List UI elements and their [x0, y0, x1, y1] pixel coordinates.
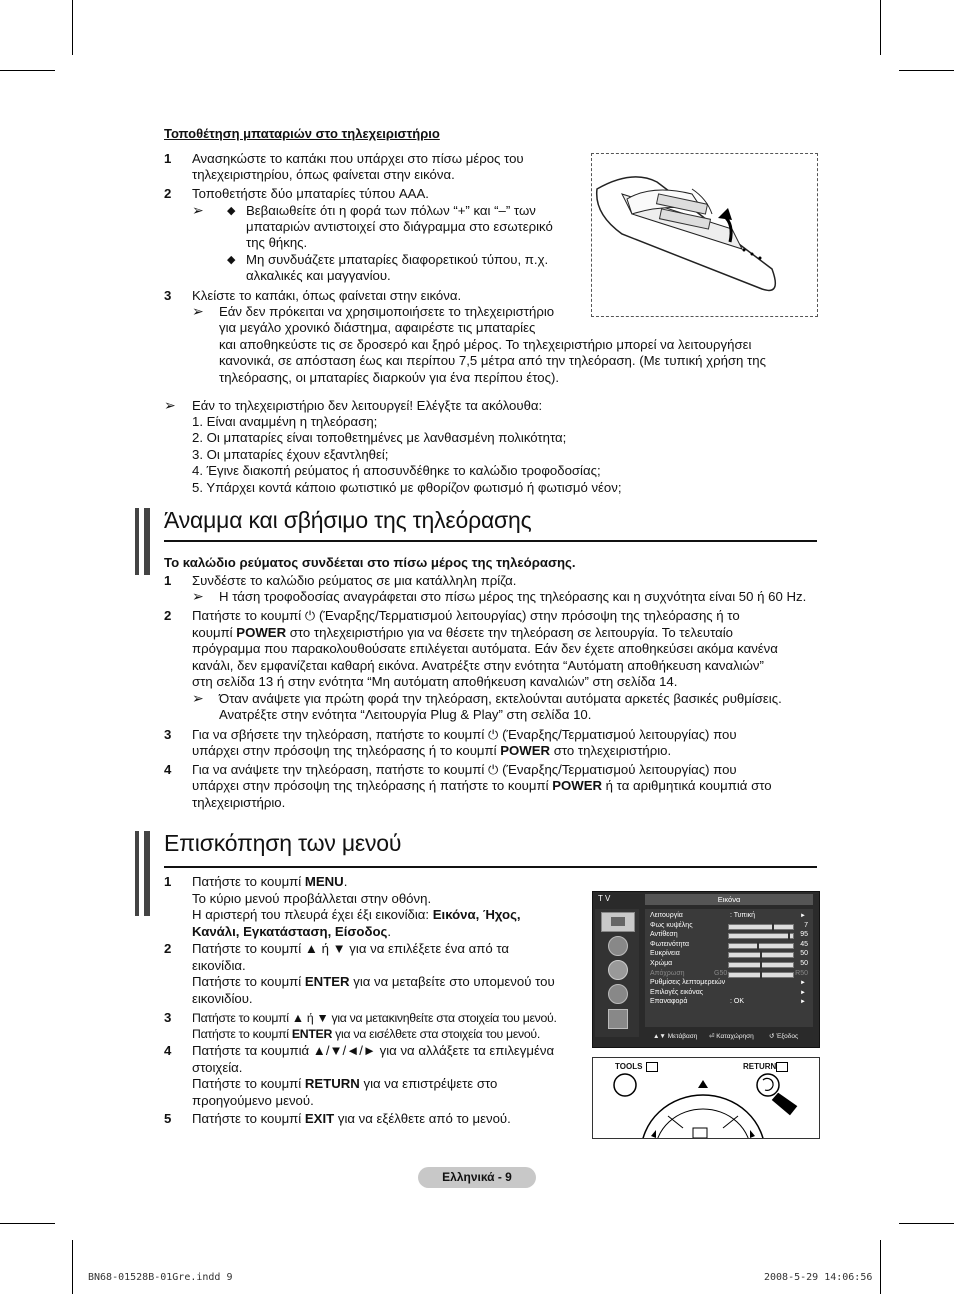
- step-text: στοιχεία.: [192, 1060, 243, 1075]
- step-text: Κανάλι, Εγκατάσταση, Είσοδος.: [192, 924, 392, 939]
- step-text: Πατήστε το κουμπί ENTER για να εισέλθετε στα στοιχεία του μενού.: [192, 1027, 540, 1041]
- bullet-text: Βεβαιωθείτε ότι η φορά των πόλων “+” και “–” των: [246, 203, 536, 218]
- bullet-text: της θήκης.: [246, 235, 308, 250]
- step-text: Η αριστερή του πλευρά έχει έξι εικονίδια: Εικόνα, Ήχος,: [192, 907, 521, 922]
- troubleshoot-text: Εάν το τηλεχειριστήριο δεν λειτουργεί! Ελέγξτε τα ακόλουθα:: [192, 398, 543, 413]
- osd-row-value: 50: [800, 950, 808, 958]
- osd-row-value: 45: [800, 940, 808, 948]
- section-rule: [164, 866, 817, 868]
- step-number: 1: [164, 874, 172, 889]
- section-title-menu: Επισκόπηση των μενού: [164, 830, 402, 856]
- section-rule: [164, 540, 817, 542]
- osd-row-label: Ευκρίνεια: [650, 950, 680, 958]
- step-text: Πατήστε τα κουμπιά ▲/▼/◄/► για να αλλάξετε τα επιλεγμένα: [192, 1043, 555, 1058]
- osd-menu-row[interactable]: [650, 969, 808, 979]
- tools-button-label: TOOLS: [615, 1062, 643, 1071]
- step-text: Το κύριο μενού προβάλλεται στην οθόνη.: [192, 891, 432, 906]
- step-text: Πατήστε το κουμπί MENU.: [192, 874, 348, 889]
- step-text: Πατήστε το κουμπί ENTER για να μεταβείτε στο υπομενού του: [192, 974, 555, 989]
- power-symbol-icon: ⏻: [488, 762, 499, 777]
- note-arrow-icon: ➢: [192, 202, 204, 218]
- section-bar: [135, 508, 139, 575]
- step-number: 3: [164, 1010, 172, 1025]
- step-text: προηγούμενο μενού.: [192, 1093, 314, 1108]
- troubleshoot-item: 5. Υπάρχει κοντά κάποιο φωτιστικό με φθορίζον φωτισμό ή φωτισμό νέον;: [192, 480, 622, 495]
- osd-row-arrow-icon: ►: [800, 980, 806, 987]
- osd-menu-row[interactable]: [650, 949, 808, 959]
- battery-heading: Τοποθέτηση μπαταριών στο τηλεχειριστήριο: [164, 126, 440, 141]
- input-icon: [608, 1009, 628, 1029]
- step-number: 1: [164, 573, 172, 588]
- note-arrow-icon: ➢: [192, 588, 204, 604]
- osd-row-value: : OK: [730, 998, 745, 1006]
- osd-menu-row[interactable]: [650, 997, 808, 1007]
- osd-menu-row[interactable]: [650, 921, 808, 931]
- step-number: 2: [164, 941, 172, 956]
- step-text: Πατήστε το κουμπί EXIT για να εξέλθετε από το μενού.: [192, 1111, 511, 1126]
- step-number: 4: [164, 1043, 172, 1058]
- osd-exit-label: Έξοδος: [776, 1033, 799, 1040]
- osd-row-arrow-icon: ►: [800, 989, 806, 996]
- osd-row-label: Αντίθεση: [650, 931, 678, 939]
- step-text: Πατήστε το κουμπί ▲ ή ▼ για να επιλέξετε ένα από τα: [192, 941, 510, 956]
- osd-row-label: Επιλογές εικόνας: [650, 988, 704, 996]
- osd-slider-track[interactable]: [728, 962, 794, 968]
- osd-row-value: 50: [800, 960, 808, 967]
- note-text: κανονικά, σε απόσταση έως και περίπου 7,5 μέτρα από την τηλεόραση. (Με τυπική χρήση της: [219, 353, 766, 368]
- troubleshoot-item: 4. Έγινε διακοπή ρεύματος ή αποσυνδέθηκε το καλώδιο τροφοδοσίας;: [192, 463, 601, 478]
- step-text: πρόγραμμα που παρακολουθούσατε επιλέγεται αυτόματα. Εάν δεν έχετε αποθηκεύσει ακόμα κανένα: [192, 641, 778, 656]
- section-bar: [144, 831, 150, 916]
- step-number: 3: [164, 727, 172, 742]
- note-text: Όταν ανάψετε για πρώτη φορά την τηλεόραση, εκτελούνται αυτόματα αρκετές βασικές ρυθμίσεις.: [219, 691, 782, 706]
- osd-menu-row[interactable]: [650, 978, 808, 988]
- osd-title: Εικόνα: [645, 894, 813, 905]
- bullet-icon: ◆: [227, 205, 236, 217]
- remote-closeup: [592, 1057, 820, 1139]
- osd-menu-row[interactable]: [650, 959, 808, 969]
- osd-row-label: Επαναφορά: [650, 998, 688, 1006]
- troubleshoot-item: 1. Είναι αναμμένη η τηλεόραση;: [192, 414, 378, 429]
- osd-slider-track[interactable]: [728, 972, 794, 978]
- print-date: 2008-5-29 14:06:56: [764, 1272, 873, 1283]
- osd-menu-screenshot: T V Εικόνα Λειτουργία : Τυπική ► Φως κυψέλης 7 Αντίθεση 95 Φωτεινότητα 45 Ευκρίνεια 50 Χρώμα 50 Απόχρωση G50 R50 Ρυθμίσεις λεπτομερειών ► Επιλογές εικόνας ► Επαναφορά : OK ► ▲▼ Μετάβαση ⏎ Καταχώρηση ↺ Έξοδος: [592, 891, 820, 1048]
- step-number: 4: [164, 762, 172, 777]
- bullet-text: αλκαλικές και μαγγανίου.: [246, 268, 391, 283]
- osd-slider-track[interactable]: [728, 933, 794, 939]
- step-number: 3: [164, 288, 172, 303]
- step-text: Ανασηκώστε το καπάκι που υπάρχει στο πίσω μέρος του: [192, 151, 524, 166]
- osd-row-label: Φως κυψέλης: [650, 921, 693, 929]
- note-arrow-icon: ➢: [192, 303, 204, 319]
- section-title-power: Άναμμα και σβήσιμο της τηλεόρασης: [164, 507, 532, 533]
- step-number: 1: [164, 151, 172, 166]
- osd-tv-label: T V: [598, 894, 611, 903]
- step-text: εικονίδια.: [192, 958, 246, 973]
- step-text: Κλείστε το καπάκι, όπως φαίνεται στην εικόνα.: [192, 288, 462, 303]
- picture-icon: [601, 912, 635, 932]
- step-text: υπάρχει στην πρόσοψη της τηλεόρασης ή το κουμπί POWER στο τηλεχειριστήριο.: [192, 743, 672, 758]
- file-info: BN68-01528B-01Gre.indd 9: [88, 1272, 233, 1283]
- bullet-icon: ◆: [227, 254, 236, 266]
- remote-battery-illustration: [591, 153, 818, 317]
- step-text: Για να ανάψετε την τηλεόραση, πατήστε το κουμπί ⏻ (Έναρξης/Τερματισμού λειτουργίας) που: [192, 762, 737, 777]
- bullet-text: μπαταριών αντιστοιχεί στο διάγραμμα στο εσωτερικό: [246, 219, 553, 234]
- osd-enter-label: Καταχώρηση: [716, 1033, 754, 1040]
- troubleshoot-item: 2. Οι μπαταρίες είναι τοποθετημένες με λανθασμένη πολικότητα;: [192, 430, 567, 445]
- bullet-text: Μη συνδυάζετε μπαταρίες διαφορετικού τύπου, π.χ.: [246, 252, 549, 267]
- step-text: κανάλι, δεν εμφανίζεται καθαρή εικόνα. Ανατρέξτε στην ενότητα “Αυτόματη αποθήκευση καναλιών”: [192, 658, 764, 673]
- step-text: στη σελίδα 13 ή στην ενότητα “Μη αυτόματη αποθήκευση καναλιών” στη σελίδα 14.: [192, 674, 678, 689]
- note-arrow-icon: ➢: [164, 397, 176, 413]
- osd-move-label: Μετάβαση: [667, 1033, 698, 1040]
- step-text: Πατήστε το κουμπί RETURN για να επιστρέψετε στο: [192, 1076, 498, 1091]
- power-subheading: Το καλώδιο ρεύματος συνδέεται στο πίσω μέρος της τηλεόρασης.: [164, 555, 576, 570]
- sound-icon: [608, 936, 628, 956]
- step-number: 5: [164, 1111, 172, 1126]
- section-bar: [135, 831, 139, 916]
- step-text: τηλεχειριστήριο.: [192, 795, 286, 810]
- power-symbol-icon: ⏻: [487, 727, 499, 742]
- channel-icon: [608, 960, 628, 980]
- note-text: για μεγάλο χρονικό διάστημα, αφαιρέστε τις μπαταρίες: [219, 320, 536, 335]
- osd-row-g-value: G50: [714, 969, 728, 977]
- section-bar: [144, 508, 150, 575]
- step-text: κουμπί POWER στο τηλεχειριστήριο για να θέσετε την τηλεόραση σε λειτουργία. Το τελευταίο: [192, 625, 733, 640]
- osd-menu-row[interactable]: [650, 988, 808, 998]
- setup-gear-icon: [608, 984, 628, 1004]
- osd-row-label: Απόχρωση: [650, 969, 685, 977]
- osd-row-arrow-icon: ►: [800, 999, 806, 1006]
- osd-row-label: Χρώμα: [650, 960, 673, 967]
- note-arrow-icon: ➢: [192, 690, 204, 706]
- osd-slider-track[interactable]: [728, 943, 794, 949]
- osd-row-value: R50: [795, 969, 808, 977]
- note-text: Εάν δεν πρόκειται να χρησιμοποιήσετε το τηλεχειριστήριο: [219, 304, 555, 319]
- note-text: Ανατρέξτε στην ενότητα “Λειτουργία Plug & Play” στη σελίδα 10.: [219, 707, 592, 722]
- power-symbol-icon: ⏻: [304, 608, 316, 623]
- step-text: Τοποθετήστε δύο μπαταρίες τύπου AAA.: [192, 186, 429, 201]
- osd-row-label: Λειτουργία: [650, 912, 683, 919]
- step-text: Πατήστε το κουμπί ▲ ή ▼ για να μετακινηθείτε στα στοιχεία του μενού.: [192, 1011, 557, 1025]
- troubleshoot-item: 3. Οι μπαταρίες έχουν εξαντληθεί;: [192, 447, 389, 462]
- step-text: Πατήστε το κουμπί ⏻ (Έναρξης/Τερματισμού λειτουργίας) στην πρόσοψη της τηλεόρασης ή το: [192, 608, 740, 623]
- step-text: Συνδέστε το καλώδιο ρεύματος σε μια κατάλληλη πρίζα.: [192, 573, 517, 588]
- osd-row-value: 95: [800, 931, 808, 939]
- osd-menu-row[interactable]: [650, 911, 808, 921]
- step-text: εικονιδίου.: [192, 991, 253, 1006]
- osd-row-value: : Τυπική: [730, 912, 756, 919]
- note-text: και αποθηκεύστε τις σε δροσερό και ξηρό μέρος. Το τηλεχειριστήριο μπορεί να λειτουργήσει: [219, 337, 752, 352]
- osd-row-label: Ρυθμίσεις λεπτομερειών: [650, 979, 726, 987]
- note-text: Η τάση τροφοδοσίας αναγράφεται στο πίσω μέρος της τηλεόρασης και η συχνότητα είναι 50 ή 60 Hz.: [219, 589, 807, 604]
- osd-row-label: Φωτεινότητα: [650, 940, 690, 948]
- osd-slider-track[interactable]: [728, 952, 794, 958]
- osd-row-value: 7: [804, 921, 808, 929]
- step-text: τηλεχειριστηρίου, όπως φαίνεται στην εικόνα.: [192, 167, 455, 182]
- osd-row-arrow-icon: ►: [800, 913, 806, 919]
- return-button-label: RETURN: [743, 1062, 777, 1071]
- step-text: υπάρχει στην πρόσοψη της τηλεόρασης ή πατήστε το κουμπί POWER ή τα αριθμητικά κουμπιά στο: [192, 778, 772, 793]
- osd-menu-row[interactable]: [650, 940, 808, 950]
- step-number: 2: [164, 608, 172, 623]
- step-number: 2: [164, 186, 172, 201]
- osd-menu-row[interactable]: [650, 930, 808, 940]
- osd-slider-track[interactable]: [728, 924, 794, 930]
- step-text: Για να σβήσετε την τηλεόραση, πατήστε το κουμπί ⏻ (Έναρξης/Τερματισμού λειτουργίας) που: [192, 727, 737, 742]
- note-text: τηλεόρασης, οι μπαταρίες διαρκούν για ένα περίπου έτος).: [219, 370, 560, 385]
- page-number-badge: Ελληνικά - 9: [418, 1167, 536, 1188]
